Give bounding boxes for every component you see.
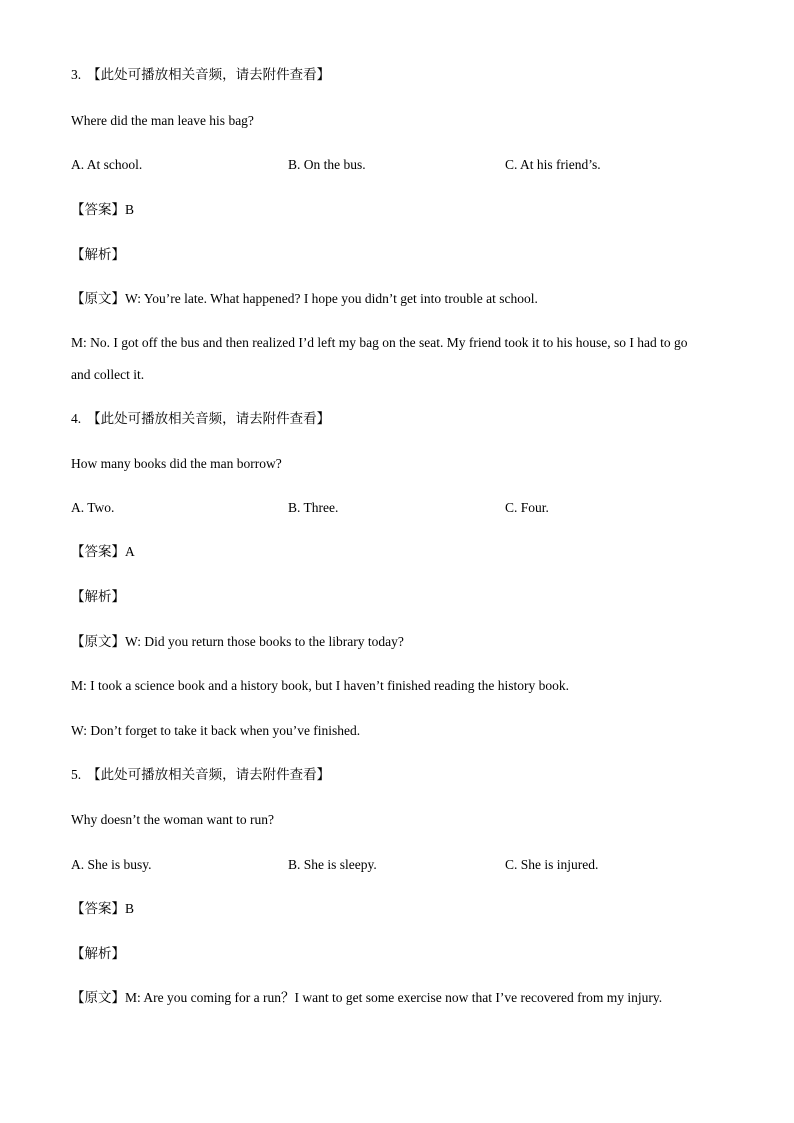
question-5-option-a: A. She is busy. — [71, 857, 152, 872]
answer-label: 【答案】 — [71, 901, 125, 917]
audio-note: 【此处可播放相关音频，请去附件查看】 — [87, 67, 331, 83]
question-4-transcript-line-3: W: Don’t forget to take it back when you’ve finished. — [71, 723, 361, 738]
question-number: 5. — [71, 767, 82, 782]
transcript-label: 【原文】 — [71, 291, 125, 307]
question-4-analysis-label: 【解析】 — [71, 589, 125, 605]
question-3-transcript-line-3: and collect it. — [71, 367, 145, 382]
question-3-analysis-label: 【解析】 — [71, 247, 125, 263]
question-3-answer — [71, 201, 134, 219]
question-5-prompt: Why doesn’t the woman want to run? — [71, 812, 274, 827]
question-4-option-b: B. Three. — [288, 500, 339, 515]
question-number: 3. — [71, 67, 82, 82]
question-3-header — [71, 66, 330, 84]
question-5-header — [71, 766, 330, 784]
question-4-transcript-line-2: M: I took a science book and a history book, but I haven’t finished reading the history book. — [71, 678, 570, 693]
audio-note: 【此处可播放相关音频，请去附件查看】 — [87, 411, 331, 427]
question-4-prompt: How many books did the man borrow? — [71, 456, 282, 471]
question-3-option-c: C. At his friend’s. — [505, 157, 601, 172]
question-5-option-b: B. She is sleepy. — [288, 857, 377, 872]
transcript-text: W: Did you return those books to the library today? — [125, 634, 404, 649]
question-5-option-c: C. She is injured. — [505, 857, 599, 872]
question-5-answer — [71, 900, 134, 918]
transcript-text: M: Are you coming for a run？I want to get some exercise now that I’ve recovered from my injury. — [125, 990, 663, 1005]
answer-value: A — [125, 544, 135, 559]
answer-value: B — [125, 202, 135, 217]
question-4-option-c: C. Four. — [505, 500, 549, 515]
question-3-transcript-line-1 — [71, 290, 538, 308]
answer-label: 【答案】 — [71, 202, 125, 218]
question-3-option-a: A. At school. — [71, 157, 143, 172]
question-4-option-a: A. Two. — [71, 500, 115, 515]
answer-value: B — [125, 901, 135, 916]
question-3-prompt: Where did the man leave his bag? — [71, 113, 254, 128]
question-3-transcript-line-2: M: No. I got off the bus and then realized I’d left my bag on the seat. My friend took it to his house, so I had to go — [71, 335, 688, 350]
question-4-transcript-line-1 — [71, 633, 404, 651]
audio-note: 【此处可播放相关音频，请去附件查看】 — [87, 767, 331, 783]
question-number: 4. — [71, 411, 82, 426]
question-5-analysis-label: 【解析】 — [71, 946, 125, 962]
question-4-answer — [71, 543, 135, 561]
answer-label: 【答案】 — [71, 544, 125, 560]
question-4-header — [71, 410, 330, 428]
question-3-option-b: B. On the bus. — [288, 157, 366, 172]
question-5-transcript-line-1 — [71, 989, 662, 1007]
transcript-label: 【原文】 — [71, 990, 125, 1006]
transcript-label: 【原文】 — [71, 634, 125, 650]
transcript-text: W: You’re late. What happened? I hope you didn’t get into trouble at school. — [125, 291, 538, 306]
